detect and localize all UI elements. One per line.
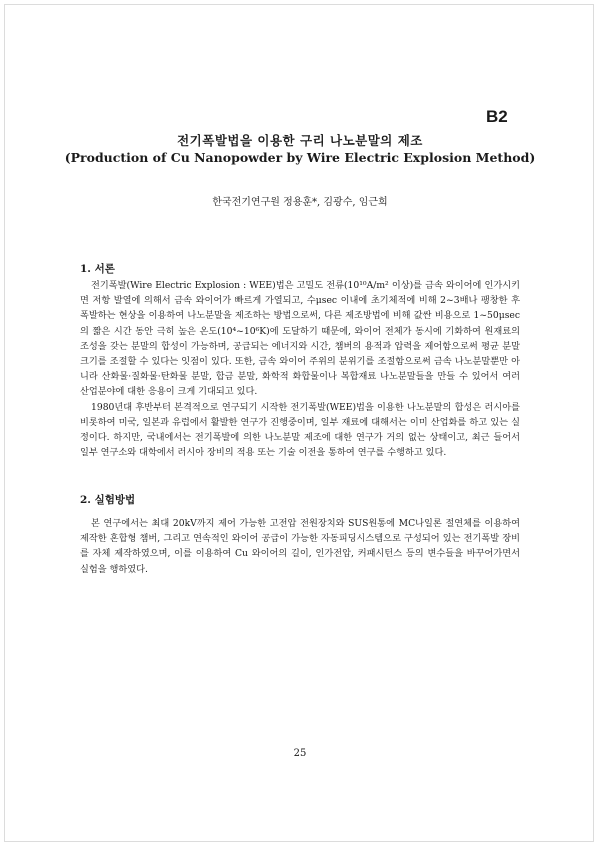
title-korean: 전기폭발법을 이용한 구리 나노분말의 제조 — [177, 133, 423, 148]
section-body-introduction — [80, 278, 520, 460]
paragraph: 1980년대 후반부터 본격적으로 연구되기 시작한 전기폭발(WEE)법을 이용한 나노분말의 합성은 러시아를 비롯하여 미국, 일본과 유럽에서 활발한 연구가 진행중이며, 일부 재료에 대해서는 이미 산업화를 하고 있는 실정이다. 하지만, 국내에서는 전기폭발에 의한 나노분말 제조에 대한 연구가 거의 없는 상태이고, 최근 들어서 일부 연구소와 대학에서 러시아 장비의 적용 또는 기술 이전을 통하여 연구를 수행하고 있다. — [80, 401, 520, 459]
authors: 한국전기연구원 정용훈*, 김광수, 임근희 — [212, 197, 388, 208]
page-number: 25 — [293, 748, 307, 759]
section-heading-introduction: 1. 서론 — [80, 263, 115, 275]
section-heading-method: 2. 실험방법 — [80, 494, 136, 506]
paragraph: 본 연구에서는 최대 20kV까지 제어 가능한 고전압 전원장치와 SUS원통에 MC나일론 절연체를 이용하여 제작한 혼합형 챔버, 그리고 연속적인 와이어 공급이 가능한 자동피딩시스템으로 구성되어 있는 전기폭발 장비를 자체 제작하였으며, 이를 이용하여 Cu 와이어의 길이, 인가전압, 커패시턴스 등의 변수들을 바꾸어가면서 실험을 행하였다. — [80, 518, 520, 575]
paragraph: 전기폭발(Wire Electric Explosion : WEE)법은 고밀도 전류(10¹⁰A/m² 이상)를 금속 와이어에 인가시키면 저항 발열에 의해서 금속 와이어가 빠르게 가열되고, 수μsec 이내에 초기체적에 비해 2~3배나 팽창한 후 폭발하는 현상을 이용하여 나노분말을 제조하는 방법으로써, 다른 제조방법에 비해 값싼 비용으로 1~50μsec의 짧은 시간 동안 극히 높은 온도(10⁴~10⁶K)에 도달하기 때문에, 와이어 전체가 동시에 기화하여 원재료의 조성을 갖는 분말의 합성이 가능하며, 공급되는 에너지와 시간, 챔버의 용적과 압력을 제어함으로써 평균 분말 크기를 조절할 수 있다는 잇점이 있다. 또한, 금속 와이어 주위의 분위기를 조절함으로써 금속 나노분말뿐만 아니라 산화물·질화물·탄화물 분말, 합금 분말, 화학적 화합물이나 복합재료 나노분말들을 만들 수 있어서 여러 산업분야에 대한 응용이 크게 기대되고 있다. — [80, 280, 520, 398]
title-english: (Production of Cu Nanopowder by Wire Electric Explosion Method) — [64, 150, 536, 165]
section-body-method — [80, 516, 520, 577]
paper-code: B2 — [486, 107, 508, 126]
